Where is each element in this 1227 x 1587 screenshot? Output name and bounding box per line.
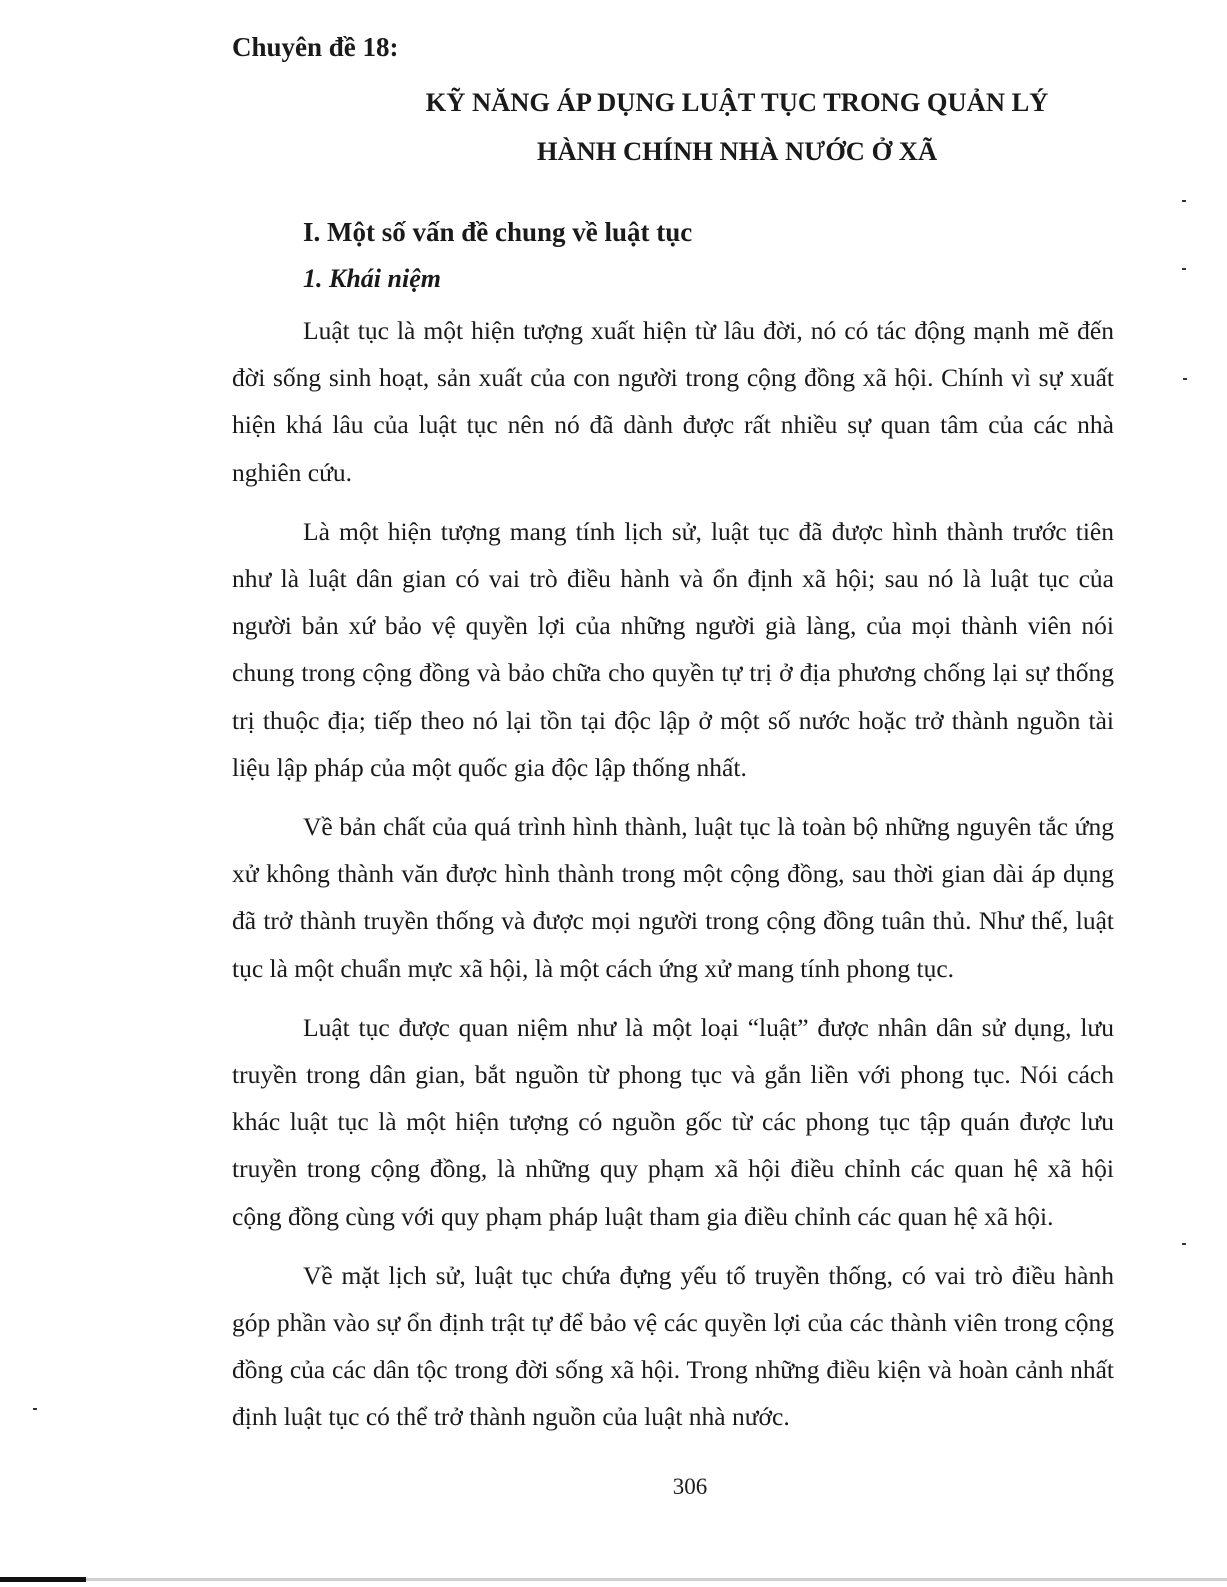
- scan-speck: [1183, 378, 1187, 380]
- paragraph-1: Luật tục là một hiện tượng xuất hiện từ lâu đời, nó có tác động mạnh mẽ đến đời sống sinh hoạt, sản xuất của con người trong cộng đồng xã hội. Chính vì sự xuất hiện khá lâu của luật tục nên nó đã dành được rất nhiều sự quan tâm của các nhà nghiên cứu.: [232, 316, 1114, 487]
- document-title: [232, 78, 1227, 176]
- body-text: [232, 307, 1114, 1453]
- paragraph-2: Là một hiện tượng mang tính lịch sử, luật tục đã được hình thành trước tiên như là luật dân gian có vai trò điều hành và ổn định xã hội; sau nó là luật tục của người bản xứ bảo vệ quyền lợi của những người già làng, của mọi thành viên nói chung trong cộng đồng và bảo chữa cho quyền tự trị ở địa phương chống lại sự thống trị thuộc địa; tiếp theo nó lại tồn tại độc lập ở một số nước hoặc trở thành nguồn tài liệu lập pháp của một quốc gia độc lập thống nhất.: [232, 516, 1114, 782]
- paragraph-3: Về bản chất của quá trình hình thành, luật tục là toàn bộ những nguyên tắc ứng xử không thành văn được hình thành trong một cộng đồng, sau thời gian dài áp dụng đã trở thành truyền thống và được mọi người trong cộng đồng tuân thủ. Như thế, luật tục là một chuẩn mực xã hội, là một cách ứng xử mang tính phong tục.: [232, 812, 1114, 983]
- scan-speck: [1182, 268, 1186, 270]
- page-number: 306: [672, 1474, 708, 1499]
- scan-bottom-edge: [0, 1578, 1227, 1581]
- paragraph-4: Luật tục được quan niệm như là một loại “luật” được nhân dân sử dụng, lưu truyền trong dân gian, bắt nguồn từ phong tục và gắn liền với phong tục. Nói cách khác luật tục là một hiện tượng có nguồn gốc từ các phong tục tập quán được lưu truyền trong cộng đồng, là những quy phạm xã hội điều chỉnh các quan hệ xã hội cộng đồng cùng với quy phạm pháp luật tham gia điều chỉnh các quan hệ xã hội.: [232, 1012, 1114, 1231]
- title-line-2: HÀNH CHÍNH NHÀ NƯỚC Ở XÃ: [536, 136, 938, 166]
- paragraph-5: Về mặt lịch sử, luật tục chứa đựng yếu tố truyền thống, có vai trò điều hành góp phần vào sự ổn định trật tự để bảo vệ các quyền lợi của các thành viên trong cộng đồng của các dân tộc trong đời sống xã hội. Trong những điều kiện và hoàn cảnh nhất định luật tục có thể trở thành nguồn của luật nhà nước.: [232, 1260, 1114, 1432]
- section-heading: I. Một số vấn đề chung về luật tục: [303, 217, 693, 247]
- scan-speck: [33, 1408, 37, 1410]
- scan-bottom-mark: [0, 1577, 86, 1582]
- sub-heading: 1. Khái niệm: [303, 264, 441, 293]
- chapter-label: Chuyên đề 18:: [232, 32, 399, 62]
- scan-speck: [1182, 1243, 1186, 1245]
- title-line-1: KỸ NĂNG ÁP DỤNG LUẬT TỤC TRONG QUẢN LÝ: [425, 87, 1049, 117]
- scan-speck: [1182, 200, 1186, 202]
